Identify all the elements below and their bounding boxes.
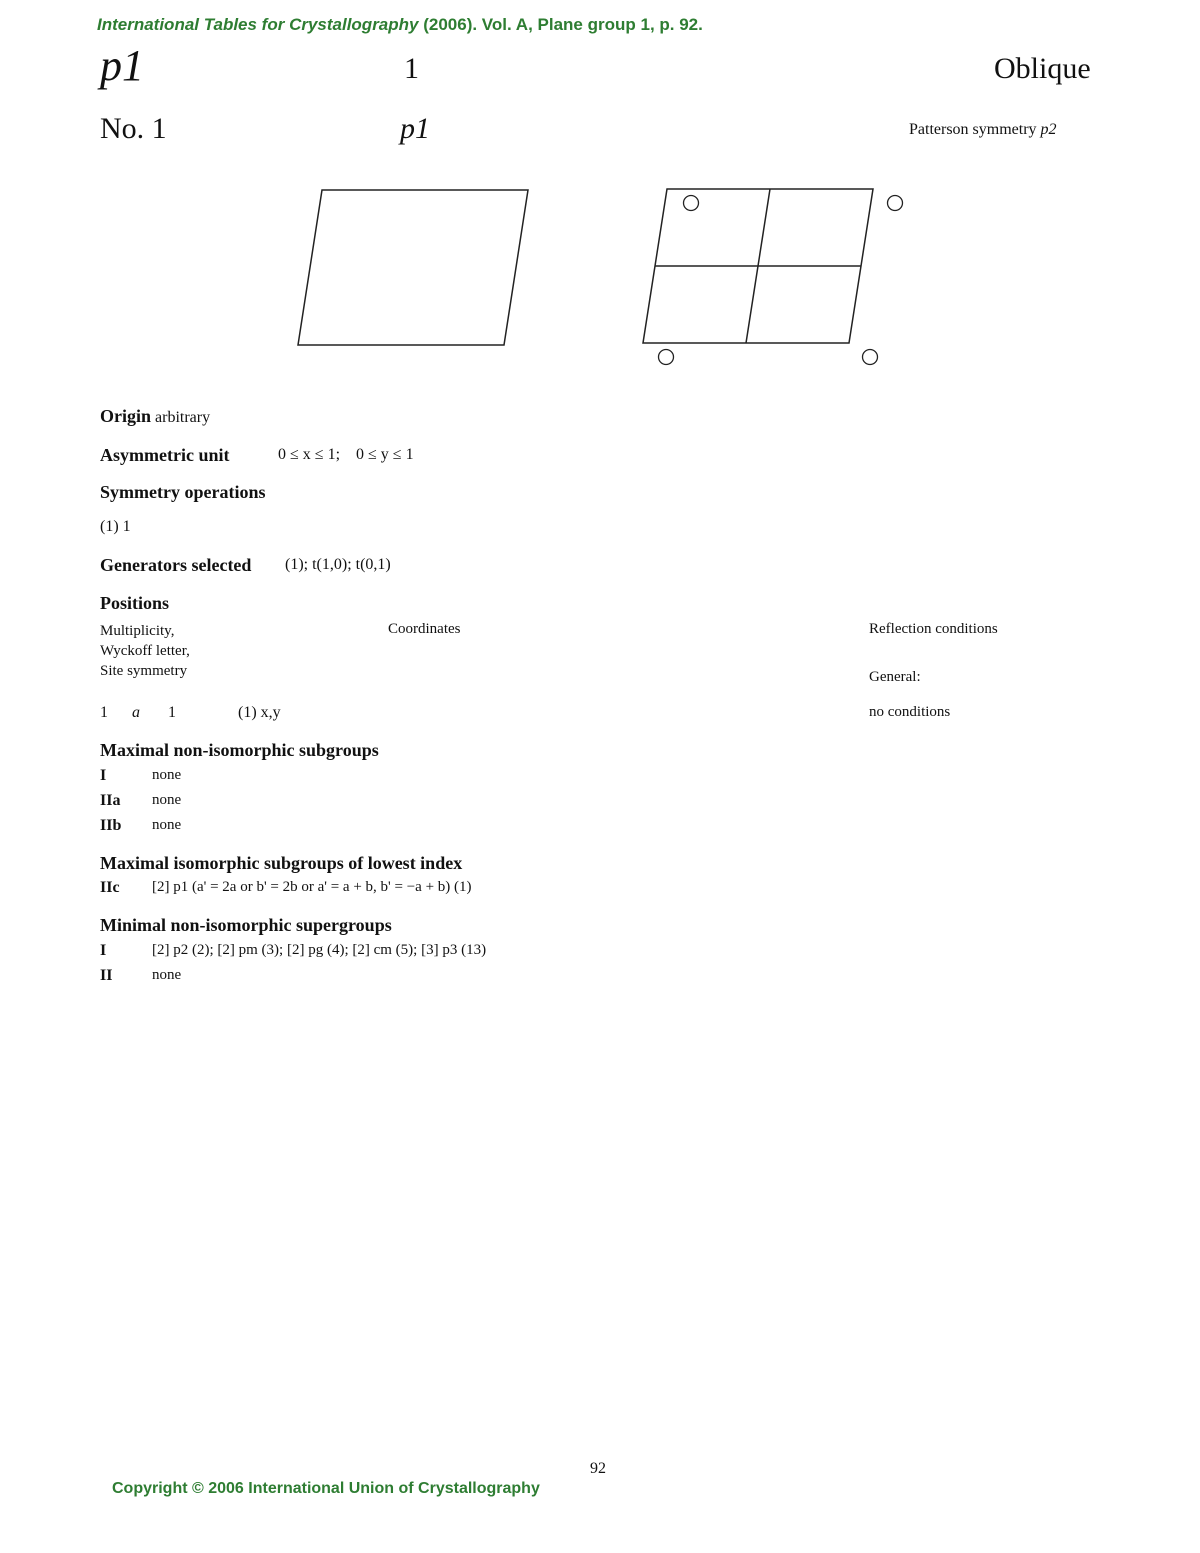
- subgroup-value: [2] p1 (a' = 2a or b' = 2b or a' = a + b, b' = −a + b) (1): [152, 879, 472, 895]
- unit-cell-outline: [298, 190, 528, 345]
- subgroup-type: IIa: [100, 792, 121, 809]
- general-label: General:: [869, 669, 921, 685]
- source-title: International Tables for Crystallography: [97, 15, 419, 34]
- max-non-iso-list: [100, 767, 700, 842]
- generators-label: Generators selected: [100, 555, 252, 575]
- lattice-type: Oblique: [994, 52, 1091, 85]
- generators-value: (1); t(1,0); t(0,1): [285, 556, 391, 573]
- reflection-conditions-header: Reflection conditions: [869, 621, 998, 637]
- general-position-diagram: [635, 180, 915, 375]
- origin-value: arbitrary: [155, 409, 211, 426]
- origin-label: Origin: [100, 406, 152, 426]
- positions-label: Positions: [100, 593, 170, 613]
- point-group: 1: [404, 52, 419, 85]
- position-coordinates: (1) x,y: [238, 704, 281, 721]
- origin-line: [100, 406, 210, 427]
- position-multiplicity: 1: [100, 704, 108, 721]
- group-number: No. 1: [100, 112, 167, 145]
- subgroup-value: none: [152, 767, 182, 783]
- asymmetric-unit-label: Asymmetric unit: [100, 445, 230, 465]
- min-non-iso-label: Minimal non-isomorphic supergroups: [100, 915, 392, 935]
- wyckoff-letter-label: Wyckoff letter,: [100, 643, 190, 659]
- list-item: [100, 967, 800, 992]
- list-item: [100, 942, 800, 967]
- patterson-symbol: p2: [1040, 121, 1057, 138]
- source-header: [97, 15, 703, 35]
- copyright-notice: Copyright © 2006 International Union of Crystallography: [112, 1480, 540, 1497]
- symmetry-operation-1: (1) 1: [100, 518, 131, 535]
- supergroup-value: none: [152, 967, 182, 983]
- unit-cell-diagram: [290, 180, 540, 355]
- subgroup-value: none: [152, 792, 182, 808]
- site-symmetry-label: Site symmetry: [100, 663, 188, 679]
- symmetry-operations-label: Symmetry operations: [100, 482, 266, 502]
- max-iso-label: Maximal isomorphic subgroups of lowest index: [100, 853, 463, 873]
- page-number: 92: [590, 1460, 606, 1477]
- list-item: [100, 817, 700, 842]
- positions-column-1-header: [100, 621, 190, 681]
- supergroup-value: [2] p2 (2); [2] pm (3); [2] pg (4); [2] cm (5); [3] p3 (13): [152, 942, 487, 958]
- supergroup-type: II: [100, 967, 113, 984]
- source-details: (2006). Vol. A, Plane group 1, p. 92.: [418, 15, 703, 34]
- min-non-iso-list: [100, 942, 800, 992]
- asymmetric-unit-value: 0 ≤ x ≤ 1; 0 ≤ y ≤ 1: [278, 446, 414, 463]
- coordinates-header: Coordinates: [388, 621, 461, 637]
- subgroup-type: IIc: [100, 879, 120, 896]
- list-item: [100, 792, 700, 817]
- subgroup-value: none: [152, 817, 182, 833]
- max-non-iso-label: Maximal non-isomorphic subgroups: [100, 740, 379, 760]
- multiplicity-label: Multiplicity,: [100, 623, 175, 639]
- subgroup-type: IIb: [100, 817, 122, 834]
- position-circle-bottom-left: [659, 350, 674, 365]
- position-circle-bottom-right: [863, 350, 878, 365]
- position-wyckoff-letter: a: [132, 704, 140, 721]
- asymmetric-unit-line: [100, 445, 229, 466]
- plane-group-symbol: p1: [100, 41, 144, 90]
- patterson-label: Patterson symmetry: [909, 121, 1037, 138]
- patterson-symmetry: [909, 121, 1057, 139]
- full-symbol: p1: [400, 112, 430, 145]
- position-circle-top-left: [684, 196, 699, 211]
- supergroup-type: I: [100, 942, 107, 959]
- list-item: [100, 767, 700, 792]
- position-site-symmetry: 1: [168, 704, 176, 721]
- list-item: [100, 879, 800, 904]
- position-conditions: no conditions: [869, 704, 951, 720]
- position-circle-top-right: [888, 196, 903, 211]
- subgroup-type: I: [100, 767, 107, 784]
